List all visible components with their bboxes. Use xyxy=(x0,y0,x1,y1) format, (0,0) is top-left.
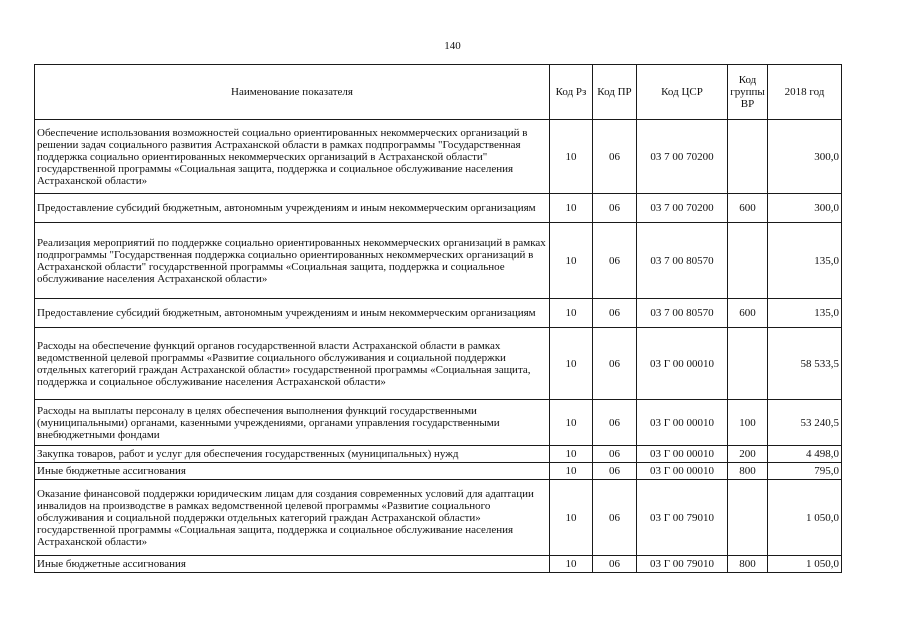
page-number: 140 xyxy=(444,40,461,52)
row-csr-code: 03 Г 00 79010 xyxy=(637,480,728,556)
row-indicator-name: Расходы на обеспечение функций органов государственной власти Астраханской области в рамках ведомственной целевой программы «Развитие социального обслуживания и социальной поддержки отдельных категорий граждан Астраханской области» государственной программы «Социальная защита, поддержка и социальное обслуживание населения Астраханской области» xyxy=(35,328,550,400)
row-csr-code: 03 7 00 70200 xyxy=(637,194,728,223)
row-rz-code: 10 xyxy=(550,120,593,194)
row-amount: 300,0 xyxy=(768,120,842,194)
table-row xyxy=(35,400,842,446)
row-rz-code: 10 xyxy=(550,446,593,463)
row-rz-code: 10 xyxy=(550,400,593,446)
header-vr-group-code: Код группы ВР xyxy=(728,65,768,120)
table-row xyxy=(35,120,842,194)
row-pr-code: 06 xyxy=(593,120,637,194)
row-rz-code: 10 xyxy=(550,194,593,223)
row-amount: 135,0 xyxy=(768,299,842,328)
row-indicator-name: Иные бюджетные ассигнования xyxy=(35,556,550,573)
row-pr-code: 06 xyxy=(593,223,637,299)
row-csr-code: 03 Г 00 00010 xyxy=(637,446,728,463)
row-vr-code xyxy=(728,223,768,299)
row-csr-code: 03 Г 00 00010 xyxy=(637,463,728,480)
header-pr-code: Код ПР xyxy=(593,65,637,120)
row-vr-code xyxy=(728,480,768,556)
row-pr-code: 06 xyxy=(593,299,637,328)
row-csr-code: 03 7 00 80570 xyxy=(637,223,728,299)
row-indicator-name: Иные бюджетные ассигнования xyxy=(35,463,550,480)
row-indicator-name: Реализация мероприятий по поддержке социально ориентированных некоммерческих организаций в рамках подпрограммы "Государственная поддержка социально ориентированных некоммерческих организаций в Астраханской области" государственной программы «Социальная защита, поддержка и социальное обслуживание населения Астраханской области» xyxy=(35,223,550,299)
row-csr-code: 03 Г 00 00010 xyxy=(637,328,728,400)
row-pr-code: 06 xyxy=(593,400,637,446)
row-vr-code: 800 xyxy=(728,463,768,480)
row-indicator-name: Предоставление субсидий бюджетным, автономным учреждениям и иным некоммерческим организациям xyxy=(35,194,550,223)
row-csr-code: 03 Г 00 00010 xyxy=(637,400,728,446)
row-amount: 58 533,5 xyxy=(768,328,842,400)
row-amount: 300,0 xyxy=(768,194,842,223)
table-row xyxy=(35,480,842,556)
row-pr-code: 06 xyxy=(593,463,637,480)
row-indicator-name: Закупка товаров, работ и услуг для обеспечения государственных (муниципальных) нужд xyxy=(35,446,550,463)
row-amount: 795,0 xyxy=(768,463,842,480)
row-vr-code: 800 xyxy=(728,556,768,573)
table-row xyxy=(35,446,842,463)
table-header-row xyxy=(35,65,842,120)
table-row xyxy=(35,556,842,573)
row-rz-code: 10 xyxy=(550,463,593,480)
row-rz-code: 10 xyxy=(550,223,593,299)
row-pr-code: 06 xyxy=(593,556,637,573)
row-vr-code xyxy=(728,120,768,194)
table-row xyxy=(35,328,842,400)
row-vr-code: 100 xyxy=(728,400,768,446)
row-indicator-name: Оказание финансовой поддержки юридическим лицам для создания современных условий для адаптации инвалидов на производстве в рамках ведомственной целевой программы «Развитие социального обслуживания и социальной поддержки отдельных категорий граждан Астраханской области» государственной программы «Социальная защита, поддержка и социальное обслуживание населения Астраханской области» xyxy=(35,480,550,556)
row-vr-code: 200 xyxy=(728,446,768,463)
row-indicator-name: Предоставление субсидий бюджетным, автономным учреждениям и иным некоммерческим организациям xyxy=(35,299,550,328)
row-vr-code: 600 xyxy=(728,194,768,223)
row-amount: 1 050,0 xyxy=(768,556,842,573)
row-amount: 1 050,0 xyxy=(768,480,842,556)
row-rz-code: 10 xyxy=(550,480,593,556)
row-amount: 53 240,5 xyxy=(768,400,842,446)
row-rz-code: 10 xyxy=(550,328,593,400)
table-row xyxy=(35,194,842,223)
row-vr-code: 600 xyxy=(728,299,768,328)
budget-table xyxy=(34,64,842,573)
row-rz-code: 10 xyxy=(550,299,593,328)
row-csr-code: 03 Г 00 79010 xyxy=(637,556,728,573)
row-indicator-name: Обеспечение использования возможностей социально ориентированных некоммерческих организаций в решении задач социального развития Астраханской области в рамках подпрограммы "Государственная поддержка социально ориентированных некоммерческих организаций в Астраханской области" государственной программы «Социальная защита, поддержка и социальное обслуживание населения Астраханской области» xyxy=(35,120,550,194)
table-row xyxy=(35,299,842,328)
table-row xyxy=(35,463,842,480)
header-year-2018: 2018 год xyxy=(768,65,842,120)
row-pr-code: 06 xyxy=(593,194,637,223)
row-csr-code: 03 7 00 70200 xyxy=(637,120,728,194)
table-row xyxy=(35,223,842,299)
row-csr-code: 03 7 00 80570 xyxy=(637,299,728,328)
row-amount: 135,0 xyxy=(768,223,842,299)
row-pr-code: 06 xyxy=(593,328,637,400)
header-csr-code: Код ЦСР xyxy=(637,65,728,120)
row-amount: 4 498,0 xyxy=(768,446,842,463)
row-rz-code: 10 xyxy=(550,556,593,573)
header-rz-code: Код Рз xyxy=(550,65,593,120)
row-pr-code: 06 xyxy=(593,480,637,556)
row-pr-code: 06 xyxy=(593,446,637,463)
row-indicator-name: Расходы на выплаты персоналу в целях обеспечения выполнения функций государственными (муниципальными) органами, казенными учреждениями, органами управления государственными внебюджетными фондами xyxy=(35,400,550,446)
row-vr-code xyxy=(728,328,768,400)
header-indicator-name: Наименование показателя xyxy=(35,65,550,120)
